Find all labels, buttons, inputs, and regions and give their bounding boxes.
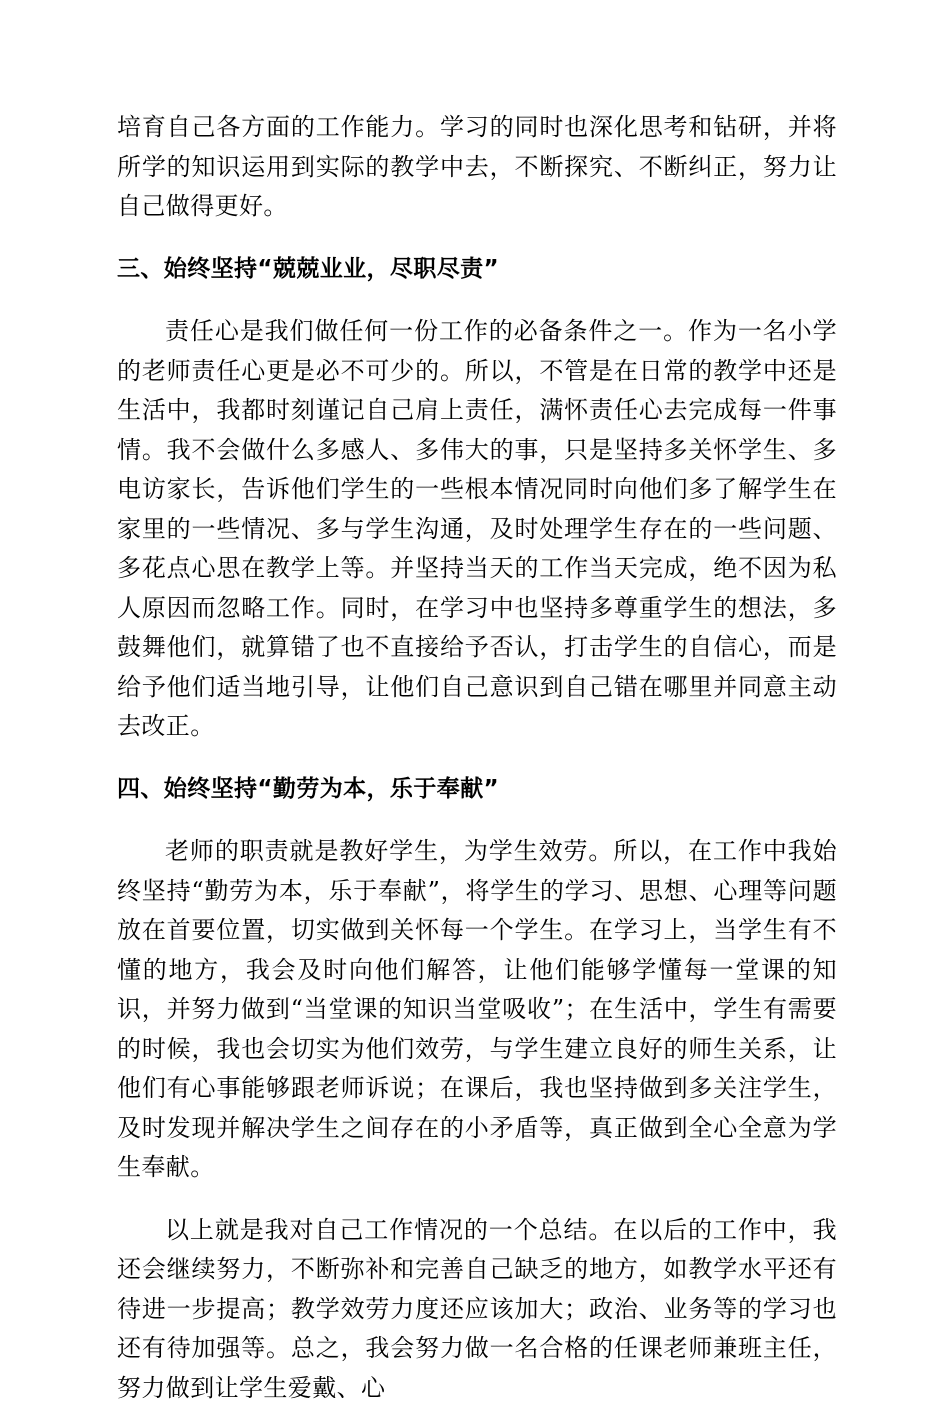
paragraph-continued: 培育自己各方面的工作能力。学习的同时也深化思考和钻研，并将所学的知识运用到实际的教学中去，不断探究、不断纠正，努力让自己做得更好。 — [117, 108, 837, 227]
document-body — [117, 108, 837, 1408]
section-heading-4: 四、始终坚持“勤劳为本，乐于奉献” — [117, 770, 837, 810]
paragraph-dedication: 老师的职责就是教好学生，为学生效劳。所以，在工作中我始终坚持“勤劳为本，乐于奉献”，将学生的学习、思想、心理等问题放在首要位置，切实做到关怀每一个学生。在学习上，当学生有不懂的地方，我会及时向他们解答，让他们能够学懂每一堂课的知识，并努力做到“当堂课的知识当堂吸收”；在生活中，学生有需要的时候，我也会切实为他们效劳，与学生建立良好的师生关系，让他们有心事能够跟老师诉说；在课后，我也坚持做到多关注学生，及时发现并解决学生之间存在的小矛盾等，真正做到全心全意为学生奉献。 — [117, 832, 837, 1188]
paragraph-responsibility: 责任心是我们做任何一份工作的必备条件之一。作为一名小学的老师责任心更是必不可少的。所以，不管是在日常的教学中还是生活中，我都时刻谨记自己肩上责任，满怀责任心去完成每一件事情。我不会做什么多感人、多伟大的事，只是坚持多关怀学生、多电访家长，告诉他们学生的一些根本情况同时向他们多了解学生在家里的一些情况、多与学生沟通，及时处理学生存在的一些问题、多花点心思在教学上等。并坚持当天的工作当天完成，绝不因为私人原因而忽略工作。同时，在学习中也坚持多尊重学生的想法，多鼓舞他们，就算错了也不直接给予否认，打击学生的自信心，而是给予他们适当地引导，让他们自己意识到自己错在哪里并同意主动去改正。 — [117, 312, 837, 747]
section-heading-3: 三、始终坚持“兢兢业业，尽职尽责” — [117, 250, 837, 290]
paragraph-summary: 以上就是我对自己工作情况的一个总结。在以后的工作中，我还会继续努力，不断弥补和完善自己缺乏的地方，如教学水平还有待进一步提高；教学效劳力度还应该加大；政治、业务等的学习也还有待加强等。总之，我会努力做一名合格的任课老师兼班主任，努力做到让学生爱戴、心 — [117, 1211, 837, 1408]
